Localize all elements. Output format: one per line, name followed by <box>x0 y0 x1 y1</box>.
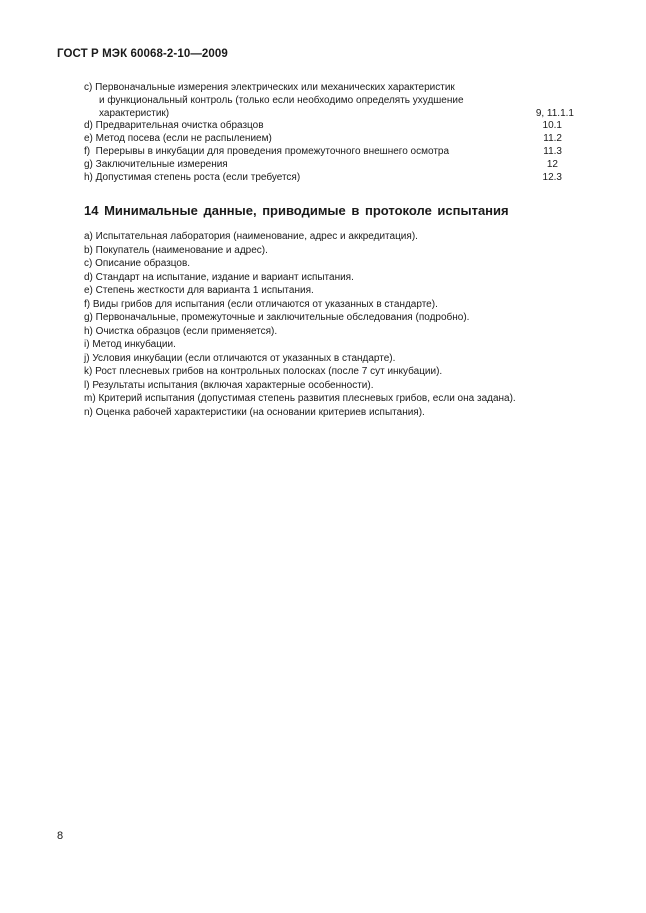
requirements-list <box>84 82 574 184</box>
toc-item-g-ref: 12 <box>546 158 558 170</box>
toc-item-h-text: h) Допустимая степень роста (если требуется) <box>84 171 301 183</box>
toc-item-c-line-2: и функциональный контроль (только если необходимо определять ухудшение <box>99 94 464 106</box>
report-data-list <box>84 230 564 419</box>
list-item: l) Результаты испытания (включая характерные особенности). <box>84 379 374 391</box>
list-item: k) Рост плесневых грибов на контрольных полосках (после 7 сут инкубации). <box>84 366 443 377</box>
list-item: а) Испытательная лаборатория (наименование, адрес и аккредитация). <box>84 231 418 242</box>
toc-item-h <box>84 172 574 185</box>
list-item: g) Первоначальные, промежуточные и заключительные обследования (подробно). <box>84 312 470 323</box>
list-item: j) Условия инкубации (если отличаются от указанных в стандарте). <box>84 352 396 364</box>
toc-item-f-ref: 11.3 <box>543 145 562 157</box>
toc-item-e-text: е) Метод посева (если не распылением) <box>84 133 272 145</box>
toc-item-c-line-3: характеристик) <box>99 107 170 119</box>
document-header: ГОСТ Р МЭК 60068-2-10—2009 <box>57 48 228 60</box>
toc-item-d <box>84 120 574 133</box>
toc-item-e <box>84 133 574 146</box>
toc-item-d-text: d) Предварительная очистка образцов <box>84 120 264 132</box>
list-item: f) Виды грибов для испытания (если отличаются от указанных в стандарте). <box>84 298 438 310</box>
list-item: b) Покупатель (наименование и адрес). <box>84 244 268 256</box>
list-item: m) Критерий испытания (допустимая степень развития плесневых грибов, если она задана). <box>84 393 516 404</box>
toc-item-h-ref: 12.3 <box>542 171 562 183</box>
toc-item-c-ref: 9, 11.1.1 <box>535 107 574 119</box>
list-item: с) Описание образцов. <box>84 258 191 269</box>
toc-item-c-line-1: с) Первоначальные измерения электрических или механических характеристик <box>84 82 455 93</box>
toc-item-c <box>84 82 574 120</box>
toc-item-f <box>84 146 574 159</box>
toc-item-g-text: g) Заключительные измерения <box>84 158 228 170</box>
toc-item-g <box>84 159 574 172</box>
list-item: n) Оценка рабочей характеристики (на основании критериев испытания). <box>84 406 425 418</box>
page-number: 8 <box>57 830 64 842</box>
toc-item-d-ref: 10.1 <box>542 120 562 132</box>
list-item: i) Метод инкубации. <box>84 339 176 350</box>
section-title: 14 Минимальные данные, приводимые в протоколе испытания <box>84 203 509 218</box>
toc-item-e-ref: 11.2 <box>543 133 562 145</box>
list-item: d) Стандарт на испытание, издание и вариант испытания. <box>84 271 354 283</box>
list-item: h) Очистка образцов (если применяется). <box>84 325 278 337</box>
list-item: е) Степень жесткости для варианта 1 испытания. <box>84 285 314 296</box>
toc-item-f-text: f) Перерывы в инкубации для проведения промежуточного внешнего осмотра <box>84 145 450 157</box>
